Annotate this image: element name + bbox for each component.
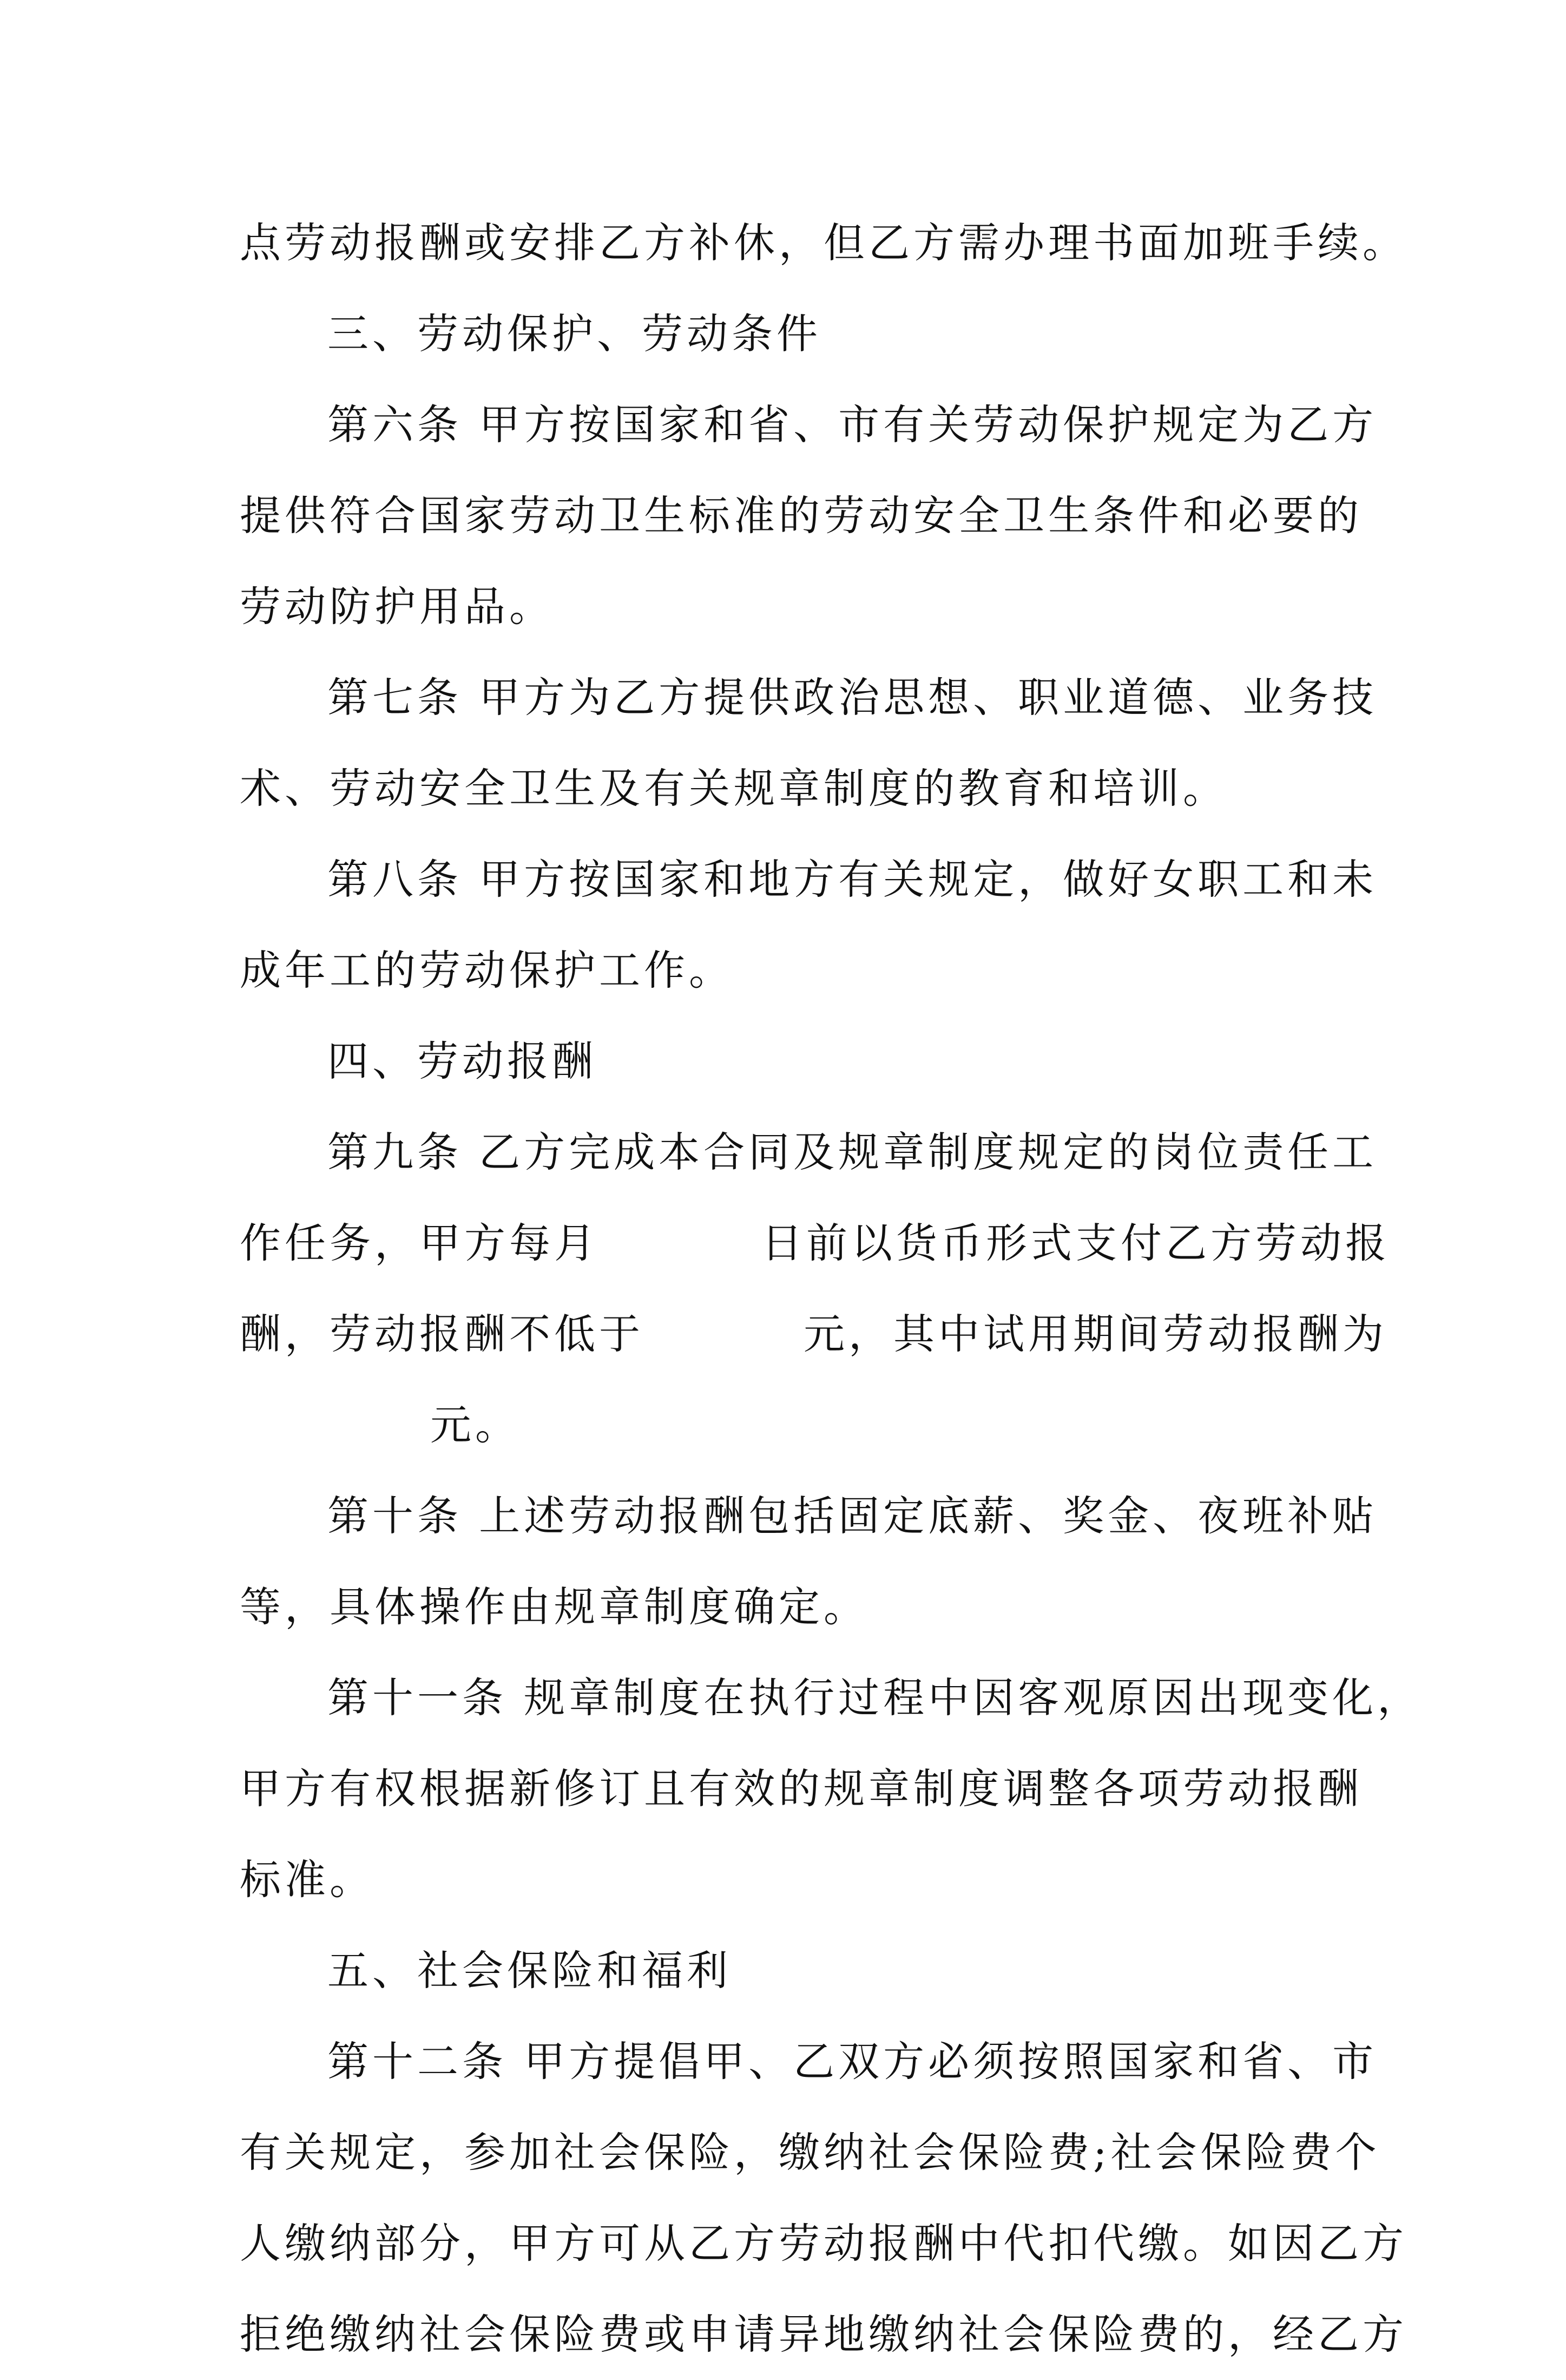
- text-run: 元，其中试用期间劳动报酬为: [804, 1310, 1387, 1358]
- article-12-line-3: 人缴纳部分，甲方可从乙方劳动报酬中代扣代缴。如因乙方: [240, 2219, 1407, 2267]
- section-heading: 四、劳动报酬: [327, 1037, 597, 1085]
- article-9-line-3: [240, 1289, 1387, 1380]
- section-heading: 五、社会保险和福利: [327, 1946, 732, 1995]
- article-9-line-2: [240, 1198, 1390, 1289]
- article-12-line-2: 有关规定，参加社会保险，缴纳社会保险费;社会保险费个: [240, 2128, 1380, 2176]
- article-12-line-4: 拒绝缴纳社会保险费或申请异地缴纳社会保险费的，经乙方: [240, 2310, 1407, 2358]
- document-body: [240, 198, 1423, 2380]
- article-10-line-1: 第十条 上述劳动报酬包括固定底薪、奖金、夜班补贴: [327, 1492, 1378, 1540]
- article-10-line-2: 等，具体操作由规章制度确定。: [240, 1583, 868, 1631]
- article-6-line-3: 劳动防护用品。: [240, 582, 554, 631]
- article-7-line-1: 第七条 甲方为乙方提供政治思想、职业道德、业务技: [327, 673, 1378, 722]
- text-line: 点劳动报酬或安排乙方补休，但乙方需办理书面加班手续。: [240, 219, 1407, 267]
- article-7-line-2: 术、劳动安全卫生及有关规章制度的教育和培训。: [240, 764, 1228, 812]
- text-run: 酬，劳动报酬不低于: [240, 1310, 644, 1358]
- article-11-line-1: 第十一条 规章制度在执行过程中因客观原因出现变化，: [327, 1674, 1423, 1722]
- article-9-line-4: [240, 1380, 1345, 1471]
- article-11-line-2: 甲方有权根据新修订且有效的规章制度调整各项劳动报酬: [240, 1765, 1363, 1813]
- article-9-line-1: 第九条 乙方完成本合同及规章制度规定的岗位责任工: [327, 1128, 1378, 1176]
- section-heading: 三、劳动保护、劳动条件: [327, 310, 821, 358]
- article-6-line-2: 提供符合国家劳动卫生标准的劳动安全卫生条件和必要的: [240, 491, 1363, 540]
- article-8-line-2: 成年工的劳动保护工作。: [240, 946, 734, 994]
- text-run: 日前以货币形式支付乙方劳动报: [761, 1219, 1390, 1267]
- text-run: 作任务，甲方每月: [240, 1219, 599, 1267]
- article-12-line-1: 第十二条 甲方提倡甲、乙双方必须按照国家和省、市: [327, 2037, 1378, 2086]
- article-11-line-3: 标准。: [240, 1856, 374, 1904]
- text-run: 元。: [430, 1401, 520, 1449]
- article-8-line-1: 第八条 甲方按国家和地方有关规定，做好女职工和未: [327, 855, 1378, 903]
- article-6-line-1: 第六条 甲方按国家和省、市有关劳动保护规定为乙方: [327, 401, 1378, 449]
